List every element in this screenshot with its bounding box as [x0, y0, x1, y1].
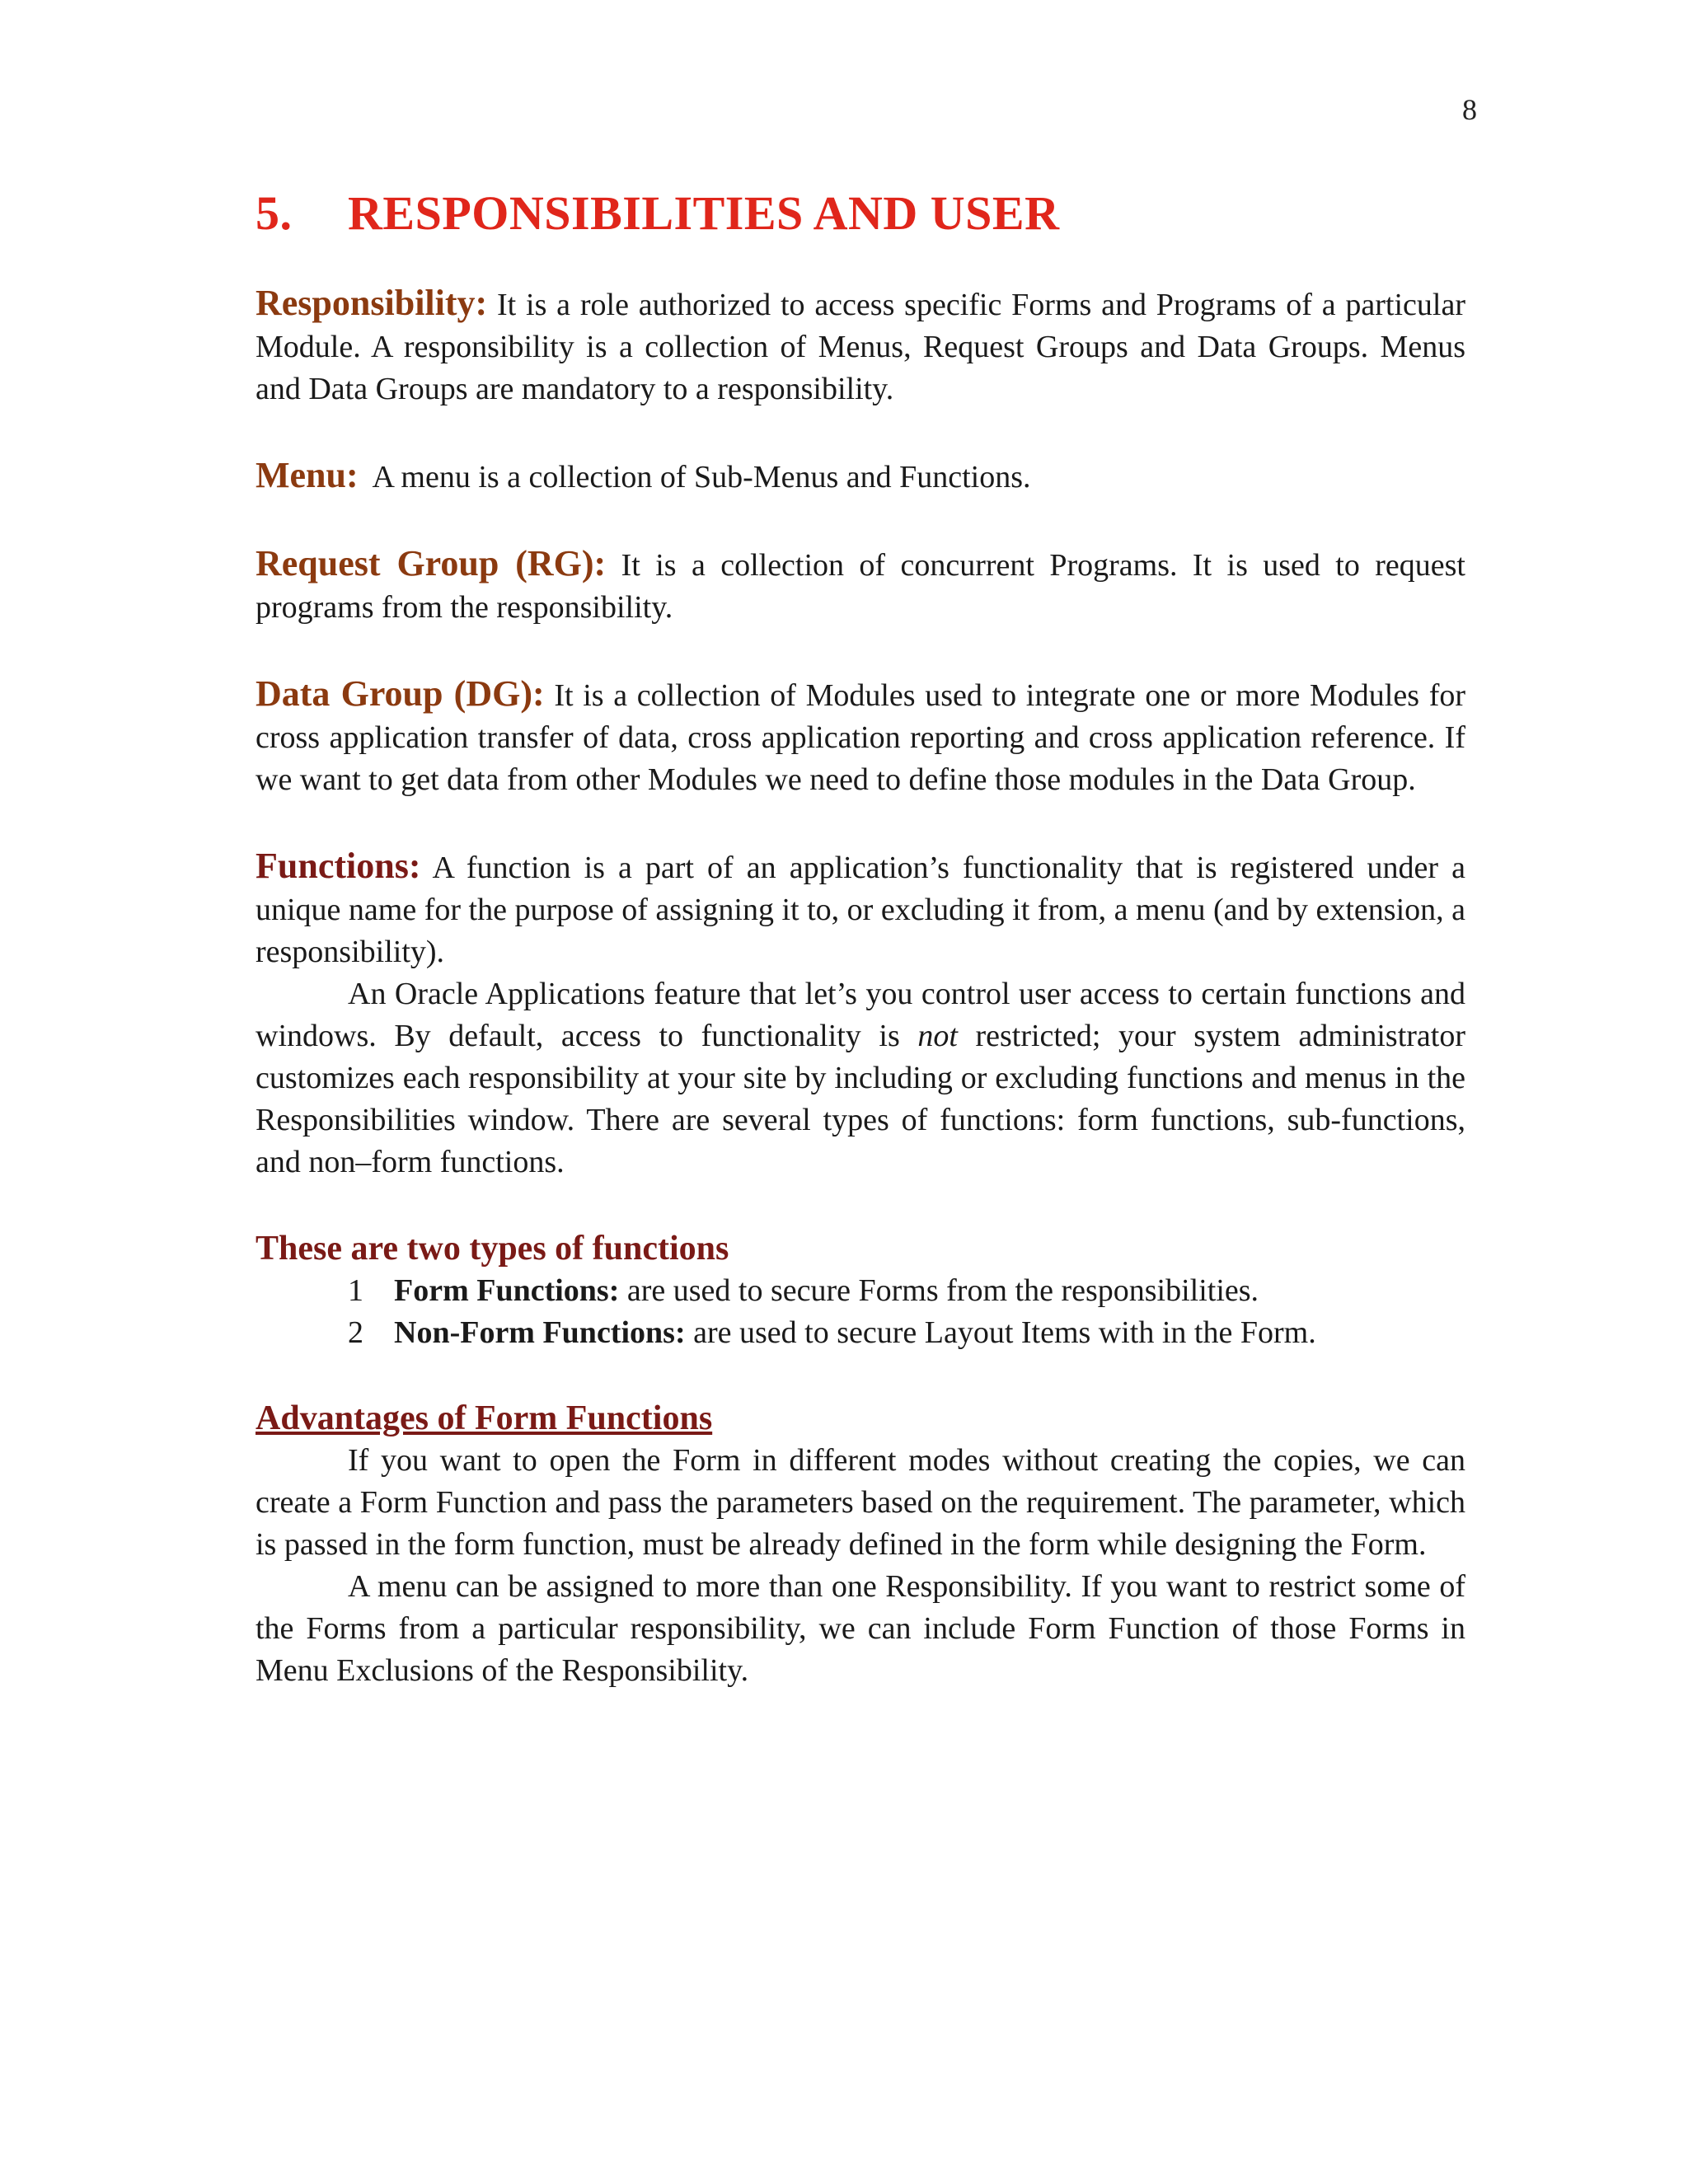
definition-menu: [256, 454, 1465, 499]
definition-text-menu: A menu is a collection of Sub-Menus and Functions.: [358, 460, 1031, 494]
advantages-paragraph-1: If you want to open the Form in different modes without creating the copies, we can create a Form Function and pass the parameters based on the requirement. The parameter, which is passed in the form function, must be already defined in the form while designing the Form.: [256, 1443, 1465, 1562]
functions-paragraph-part2: restricted; your system administrator customizes each responsibility at your site by including or excluding functions and menus in the Responsibilities window. There are several types of functions: form functions, sub-functions, and non–form functions.: [256, 1019, 1465, 1179]
advantages-paragraph-2: A menu can be assigned to more than one Responsibility. If you want to restrict some of the Forms from a particular responsibility, we can include Form Function of those Forms in Menu Exclusions of the Responsibility.: [256, 1569, 1465, 1688]
list-item: [348, 1312, 1465, 1354]
page-number: 8: [1462, 93, 1477, 126]
definition-data-group: [256, 673, 1465, 801]
definition-text-responsibility: It is a role authorized to access specific Forms and Programs of a particular Module. A responsibility is a collection of Menus, Request Groups and Data Groups. Menus and Data Groups are mandatory to a responsibility.: [256, 288, 1465, 406]
list-item-text: are used to secure Forms from the responsibilities.: [619, 1273, 1259, 1308]
section-number: 5.: [256, 186, 293, 240]
section-title: [256, 185, 1465, 241]
advantages-heading: Advantages of Form Functions: [256, 1399, 713, 1437]
definition-text-data-group: It is a collection of Modules used to integrate one or more Modules for cross application transfer of data, cross application reporting and cross application reference. If we want to get data from other Modules we need to define those modules in the Data Group.: [256, 678, 1465, 797]
list-item-text: are used to secure Layout Items with in the Form.: [685, 1315, 1316, 1350]
definition-text-request-group: It is a collection of concurrent Programs. It is used to request programs from the responsibility.: [256, 548, 1465, 625]
definition-request-group: [256, 542, 1465, 629]
list-item-number: 1: [348, 1273, 363, 1308]
term-data-group: Data Group (DG):: [256, 673, 545, 714]
definition-text-functions: A function is a part of an application’s functionality that is registered under a unique name for the purpose of assigning it to, or excluding it from, a menu (and by extension, a responsibility).: [256, 851, 1465, 969]
list-item-label: Form Functions:: [394, 1273, 620, 1308]
page-content: [256, 185, 1465, 1692]
list-item-label: Non-Form Functions:: [394, 1315, 686, 1350]
term-functions: Functions:: [256, 846, 421, 886]
functions-paragraph-part1: An Oracle Applications feature that let’s you control user access to certain functions and windows. By default, access to functionality is: [256, 977, 1465, 1053]
definition-functions: [256, 845, 1465, 973]
term-request-group: Request Group (RG):: [256, 543, 607, 583]
types-heading: These are two types of functions: [256, 1230, 729, 1268]
functions-paragraph-emphasis: not: [917, 1019, 958, 1053]
section-title-text: RESPONSIBILITIES AND USER: [348, 186, 1060, 240]
list-item: [348, 1270, 1465, 1312]
functions-paragraph: [256, 973, 1465, 1183]
term-menu: Menu:: [256, 455, 359, 495]
definition-responsibility: [256, 282, 1465, 410]
list-item-number: 2: [348, 1315, 363, 1350]
term-responsibility: Responsibility:: [256, 283, 488, 323]
types-list: [256, 1270, 1465, 1354]
